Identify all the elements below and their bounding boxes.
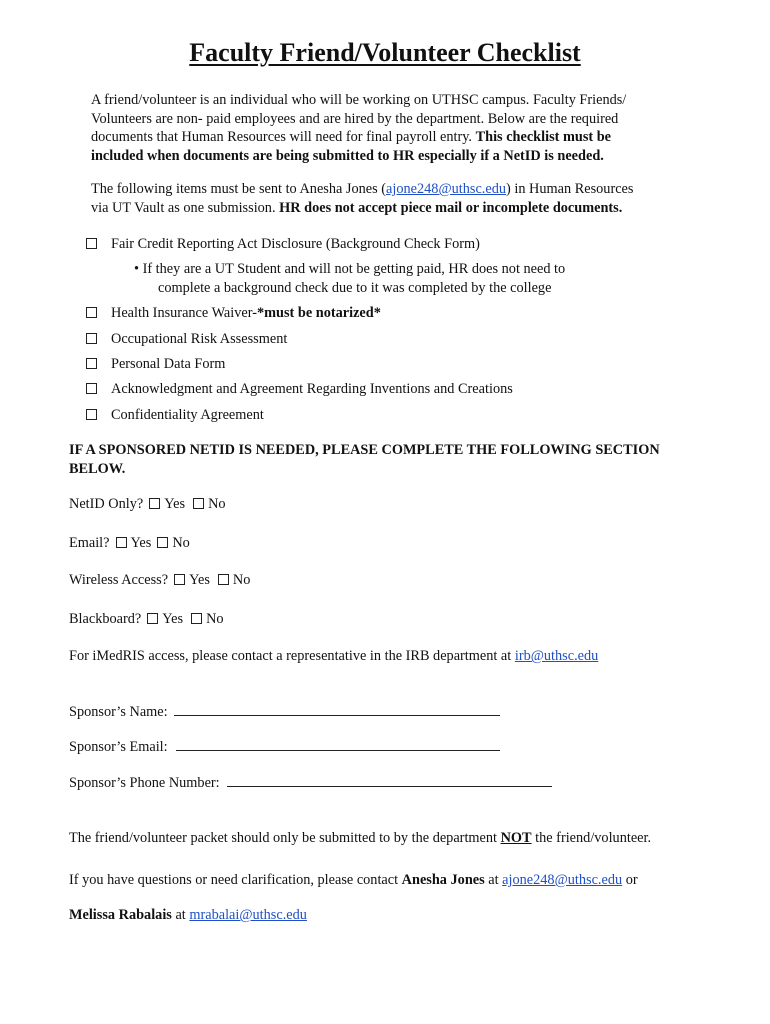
- hr-email-link[interactable]: ajone248@uthsc.edu: [386, 181, 507, 197]
- intro-line: documents that Human Resources will need for final payroll entry. This checklist must be: [91, 129, 612, 145]
- sponsor-name-row: Sponsor’s Name:: [69, 703, 500, 721]
- checklist-item-health-waiver: Health Insurance Waiver-*must be notarized*: [86, 304, 381, 322]
- send-line: via UT Vault as one submission. HR does not accept piece mail or incomplete documents.: [91, 199, 623, 216]
- intro-line: A friend/volunteer is an individual who will be working on UTHSC campus. Faculty Friends/: [91, 92, 627, 108]
- no-checkbox[interactable]: [191, 613, 202, 624]
- imedris-line: For iMedRIS access, please contact a representative in the IRB department at irb@uthsc.edu: [69, 648, 599, 664]
- yes-checkbox[interactable]: [174, 574, 185, 585]
- no-checkbox[interactable]: [193, 498, 204, 509]
- sponsor-email-field[interactable]: [176, 738, 500, 751]
- yes-checkbox[interactable]: [116, 537, 127, 548]
- question-netid-only: NetID Only? Yes No: [69, 496, 226, 512]
- checkbox[interactable]: [86, 358, 97, 369]
- irb-email-link[interactable]: irb@uthsc.edu: [514, 648, 599, 664]
- checkbox[interactable]: [86, 238, 97, 249]
- sponsor-phone-row: Sponsor’s Phone Number:: [69, 774, 552, 792]
- melissa-email-link[interactable]: mrabalai@uthsc.edu: [189, 907, 307, 923]
- checkbox[interactable]: [86, 333, 97, 344]
- checklist-item-personal-data: Personal Data Form: [86, 355, 225, 373]
- question-wireless: Wireless Access? Yes No: [69, 572, 251, 588]
- checkbox[interactable]: [86, 307, 97, 318]
- checklist-item-occupational: Occupational Risk Assessment: [86, 330, 287, 348]
- checklist-item-fcra: Fair Credit Reporting Act Disclosure (Background Check Form): [86, 235, 480, 253]
- fcra-note: • If they are a UT Student and will not be getting paid, HR does not need to complete a background check due to it was completed by the college: [134, 261, 566, 296]
- contact-line: If you have questions or need clarification, please contact Anesha Jones at ajone248@uthsc.edu or: [69, 872, 638, 888]
- checkbox[interactable]: [86, 409, 97, 420]
- checkbox[interactable]: [86, 383, 97, 394]
- packet-note: The friend/volunteer packet should only be submitted to by the department NOT the friend/volunteer.: [69, 830, 652, 846]
- netid-heading: IF A SPONSORED NETID IS NEEDED, PLEASE COMPLETE THE FOLLOWING SECTION BELOW.: [69, 442, 660, 477]
- contact-line-2: Melissa Rabalais at mrabalai@uthsc.edu: [69, 907, 307, 923]
- page-title: Faculty Friend/Volunteer Checklist: [189, 38, 581, 67]
- question-blackboard: Blackboard? Yes No: [69, 611, 224, 627]
- send-line: The following items must be sent to Anesha Jones (ajone248@uthsc.edu) in Human Resources: [91, 181, 634, 197]
- no-checkbox[interactable]: [218, 574, 229, 585]
- no-checkbox[interactable]: [157, 537, 168, 548]
- sponsor-name-field[interactable]: [174, 703, 500, 716]
- checklist-item-confidentiality: Confidentiality Agreement: [86, 406, 264, 424]
- sponsor-phone-field[interactable]: [227, 774, 552, 787]
- yes-checkbox[interactable]: [149, 498, 160, 509]
- sponsor-email-row: Sponsor’s Email:: [69, 738, 500, 756]
- send-paragraph: [91, 180, 691, 217]
- yes-checkbox[interactable]: [147, 613, 158, 624]
- anesha-email-link[interactable]: ajone248@uthsc.edu: [502, 872, 623, 888]
- intro-line: Volunteers are non- paid employees and are hired by the department. Below are the required: [91, 110, 619, 127]
- intro-paragraph: [91, 91, 691, 165]
- question-email: Email? Yes No: [69, 535, 190, 551]
- intro-line: included when documents are being submitted to HR especially if a NetID is needed.: [91, 147, 604, 164]
- checklist-item-acknowledgment: Acknowledgment and Agreement Regarding Inventions and Creations: [86, 380, 513, 398]
